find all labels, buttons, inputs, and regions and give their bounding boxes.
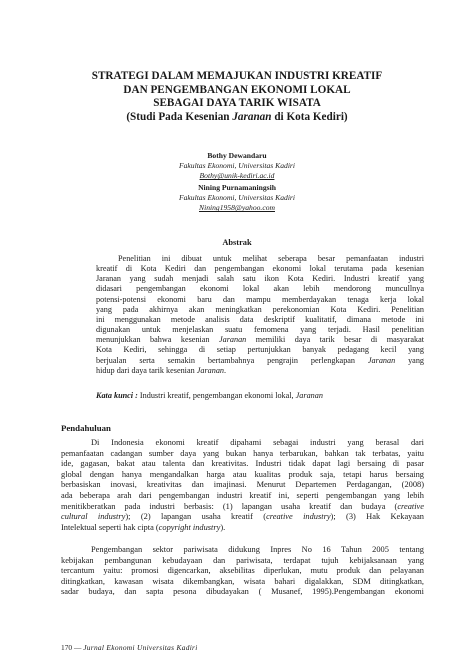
text-run-italic: Jaranan — [218, 335, 247, 345]
author-name: Bothy Dewandaru — [207, 151, 267, 160]
abstract-line — [96, 356, 424, 366]
abstract-line: yang pada akhirnya akan meningkatkan perekonomian Kota Kediri. Penelitian — [96, 304, 424, 314]
text-run: . — [224, 365, 227, 375]
abstract-line — [96, 366, 424, 376]
abstract-line: Penelitian ini dibuat untuk melihat seberapa besar pemanfaatan industri — [118, 254, 424, 263]
abstract-line: Jaranan yang sudah menjadi salah satu ikon Kota Kediri. Industri kreatif yang — [96, 274, 424, 284]
body-line: Di Indonesia ekonomi kreatif dipahami sebagai industri yang berasal dari — [91, 438, 424, 447]
section-heading: Pendahuluan — [61, 423, 111, 433]
abstract-line: ini menggunakan metode analisis data deskriptif kualitatif, dimana metode ini — [96, 314, 424, 324]
text-run-italic: cultural industry — [61, 512, 126, 522]
text-run-italic: Jaranan — [196, 365, 225, 375]
author-name: Nining Purnamaningsih — [198, 183, 276, 192]
abstract-heading: Abstrak — [222, 238, 252, 247]
title-line: STRATEGI DALAM MEMAJUKAN INDUSTRI KREATIF — [91, 70, 383, 82]
page-number: 170 — [61, 643, 73, 652]
author-affiliation: Fakultas Ekonomi, Universitas Kadiri — [178, 161, 295, 171]
author-email-link[interactable]: Nining1958@yahoo.com — [199, 203, 275, 213]
keywords-label: Kata kunci : — [96, 391, 138, 400]
text-run-italic: creative industry — [266, 512, 331, 522]
abstract-line: Kota Kediri, sehingga di setiap pertunjukkan banyak pedagang kecil yang — [96, 345, 424, 355]
journal-name: Jurnal Ekonomi Universitas Kadiri — [83, 643, 198, 652]
body-line: sadar budaya, dan sapta pesona dibudayakan ( Musanef, 1995).Pengembangan ekonomi — [61, 587, 424, 597]
body-line: global dengan hanya mengandalkan harga atau kualitas produk saja, tetapi harus bersaing — [61, 469, 424, 479]
body-line: berbasiskan inovasi, kreativitas dan imajinasi. Menurut Departemen Perdagangan, (2008) — [61, 480, 424, 490]
text-run: ). — [220, 522, 226, 532]
body-line — [61, 502, 424, 513]
title-subtitle — [40, 111, 434, 125]
text-run: ); (3) Hak Kekayaan — [330, 512, 424, 522]
text-run: menitikberatkan pada industri berbasis: (1) lapangan usaha kreatif dan budaya ( — [61, 501, 398, 511]
keywords-italic: Jaranan — [295, 391, 323, 400]
body-line: ditingkatkan, kawasan wisata dikembangkan, wisata bahari digalakkan, SDM ditingkatkan, — [61, 576, 424, 586]
text-run: Intelektual seperti hak cipta ( — [61, 522, 159, 532]
page-footer — [61, 643, 198, 652]
text-run: ); (2) lapangan usaha kreatif ( — [125, 512, 267, 522]
subtitle-italic: Jaranan — [232, 110, 272, 123]
abstract-line: didasari pengembangan ekonomi lokal akan lebih mendorong muncullnya — [96, 284, 424, 294]
abstract-line: digunakan untuk menjelaskan suatu femomena yang terjadi. Hasil penelitian — [96, 325, 424, 335]
body-line — [61, 523, 424, 534]
text-run: berjualan serta semakin bertambahnya pengrajin perlengkapan — [96, 355, 368, 365]
body-line: kebijakan pembangunan kebudayaan dan pariwisata, terdapat tujuh kebijaksanaan yang — [61, 555, 424, 565]
text-run: memiliki daya tarik besar di masyarakat — [246, 335, 424, 345]
text-run: yang — [395, 355, 425, 365]
body-line: Pengembangan sektor pariwisata didukung Inpres No 16 Tahun 2005 tentang — [91, 545, 424, 554]
author-block — [40, 183, 434, 214]
body-line: pemanfaatan cadangan sumber daya yang bukan hanya terbarukan, bahkan tak terbatas, yaitu — [61, 448, 424, 458]
body-line: ide, gagasan, bakat atau talenta dan kreativitas. Industri tidak dapat lagi bersaing di pasar — [61, 459, 424, 469]
author-affiliation: Fakultas Ekonomi, Universitas Kadiri — [178, 193, 295, 203]
body-paragraph — [61, 545, 424, 598]
abstract-line: kreatif di Kota Kediri dan pengembangan ekonomi lokal terutama pada kesenian — [96, 264, 424, 274]
abstract-body — [96, 254, 424, 376]
text-run-italic: Jaranan — [367, 355, 396, 365]
author-block — [40, 151, 434, 182]
paper-title — [40, 70, 434, 124]
author-email-link[interactable]: Bothy@unik-kediri.ac.id — [199, 171, 275, 181]
body-line: ada beberapa arah dari pengembangan industri kreatif ini, seperti pengembangan yang lebih — [61, 490, 424, 500]
text-run: hidup dari daya tarik kesenian — [96, 365, 197, 375]
abstract-line — [96, 335, 424, 345]
body-line — [61, 512, 424, 523]
abstract-line: potensi-potensi ekonomi baru dan mampu memberdayakan tenaga kerja lokal — [96, 294, 424, 304]
title-line: DAN PENGEMBANGAN EKONOMI LOKAL — [123, 83, 351, 96]
subtitle-part: di Kota Kediri) — [271, 110, 348, 123]
subtitle-part: (Studi Pada Kesenian — [126, 110, 233, 123]
keywords — [96, 391, 424, 400]
text-run: menunjukkan bahwa kesenian — [96, 335, 219, 345]
title-line: SEBAGAI DAYA TARIK WISATA — [153, 97, 321, 110]
body-line: tercantum yaitu: promosi digencarkan, aksebilitas diperlukan, mutu produk dan pelayanan — [61, 566, 424, 576]
keywords-text: Industri kreatif, pengembangan ekonomi lokal, — [137, 391, 296, 400]
text-run-italic: creative — [397, 501, 424, 511]
text-run-italic: copyright industry — [158, 522, 221, 532]
body-paragraph — [61, 438, 424, 533]
footer-separator: — — [72, 643, 84, 652]
